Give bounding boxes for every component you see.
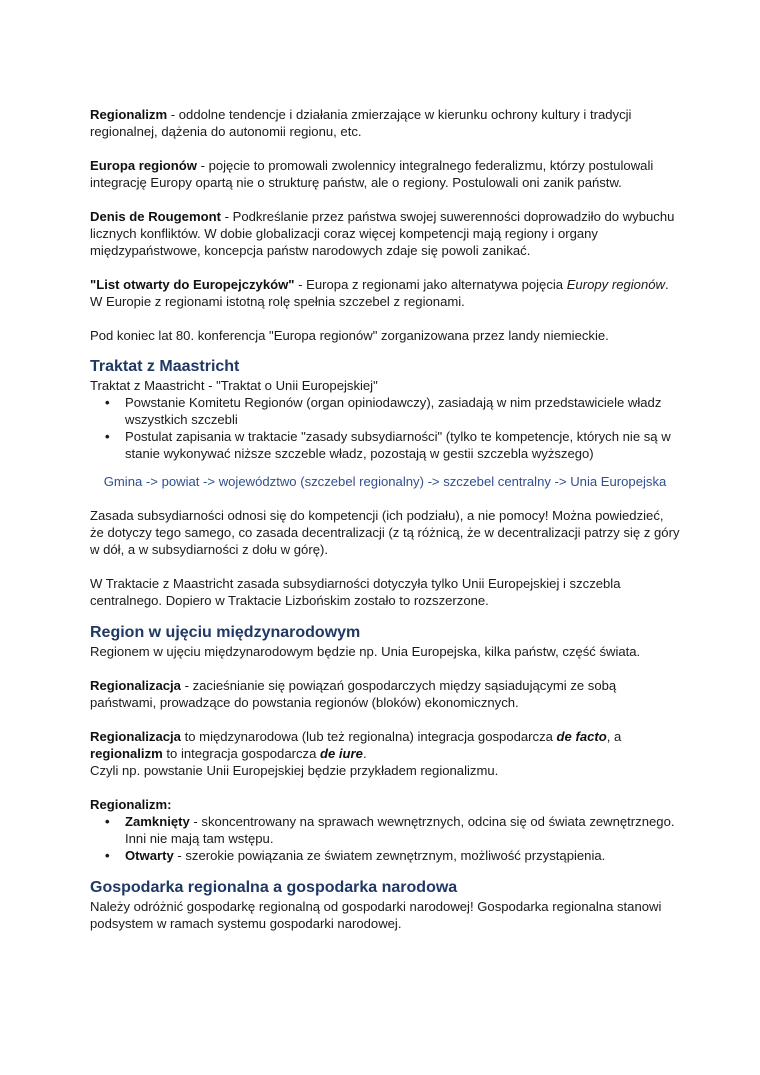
- term: Denis de Rougemont: [90, 209, 221, 224]
- list-item: • Postulat zapisania w traktacie "zasady subsydiarności" (tylko te kompetencje, których nie są w stanie wykonywać niższe szczeble władz, pozostają w gestii szczebla wyższego): [90, 428, 680, 462]
- paragraph-comparison-note: Czyli np. powstanie Unii Europejskiej będzie przykładem regionalizmu.: [90, 763, 499, 778]
- paragraph-maastricht-scope: W Traktacie z Maastricht zasada subsydiarności dotyczyła tylko Unii Europejskiej i szczebla centralnego. Dopiero w Traktacie Lizbońskim zostało to rozszerzone.: [90, 576, 621, 608]
- heading-international: Region w ujęciu międzynarodowym: [90, 624, 361, 641]
- term: "List otwarty do Europejczyków": [90, 277, 295, 292]
- regionalizm-types-list: [90, 813, 680, 864]
- paragraph-comparison: Regionalizacja to międzynarodowa (lub też regionalna) integracja gospodarcza de facto, a regionalizm to integracja gospodarcza de iure.: [90, 729, 622, 761]
- paragraph-subsidiarity: Zasada subsydiarności odnosi się do kompetencji (ich podziału), a nie pomocy! Można powiedzieć, że dotyczy tego samego, co zasada decentralizacji (z tą różnicą, że w decentralizacji patrzy się z góry w dół, a w subsydiarności z dołu w górę).: [90, 508, 680, 557]
- term: Regionalizacja: [90, 678, 181, 693]
- hierarchy-flow: Gmina -> powiat -> województwo (szczebel regionalny) -> szczebel centralny -> Unia Europejska: [103, 474, 667, 489]
- paragraph-conference: Pod koniec lat 80. konferencja "Europa regionów" zorganizowana przez landy niemieckie.: [90, 328, 609, 343]
- list-item: • Zamknięty - skoncentrowany na sprawach wewnętrznych, odcina się od świata zewnętrznego. Inni nie mają tam wstępu.: [90, 813, 680, 847]
- document-body: [90, 106, 680, 932]
- term: Europa regionów: [90, 158, 197, 173]
- definition-list-otwarty: "List otwarty do Europejczyków" - Europa z regionami jako alternatywa pojęcia Europy regionów. W Europie z regionami istotną rolę spełnia szczebel z regionami.: [90, 277, 669, 309]
- economy-text: Należy odróżnić gospodarkę regionalną od gospodarki narodowej! Gospodarka regionalna stanowi podsystem w ramach systemu gospodarki narodowej.: [90, 899, 662, 931]
- heading-economy: Gospodarka regionalna a gospodarka narodowa: [90, 879, 458, 896]
- maastricht-intro: Traktat z Maastricht - "Traktat o Unii Europejskiej": [90, 378, 378, 393]
- maastricht-list: [90, 394, 680, 462]
- list-item: • Otwarty - szerokie powiązania ze światem zewnętrznym, możliwość przystąpienia.: [90, 847, 680, 864]
- heading-maastricht: Traktat z Maastricht: [90, 358, 240, 375]
- definition-regionalizacja: Regionalizacja - zacieśnianie się powiązań gospodarczych między sąsiadującymi ze sobą państwami, prowadzące do powstania regionów (bloków) ekonomicznych.: [90, 678, 617, 710]
- definition-regionalizm: Regionalizm - oddolne tendencje i działania zmierzające w kierunku ochrony kultury i tradycji regionalnej, dążenia do autonomii regionu, etc.: [90, 107, 632, 139]
- list-title: Regionalizm:: [90, 797, 172, 812]
- definition-rougemont: Denis de Rougemont - Podkreślanie przez państwa swojej suwerenności doprowadziło do wybuchu licznych konfliktów. W dobie globalizacji coraz więcej kompetencji mają regiony i organy międzypaństwowe, koncepcja państw narodowych zdaje się powoli zanikać.: [90, 209, 675, 258]
- definition-europa-regionow: Europa regionów - pojęcie to promowali zwolennicy integralnego federalizmu, którzy postulowali integrację Europy opartą nie o strukturę państw, ale o regiony. Postulowali oni zanik państw.: [90, 158, 654, 190]
- list-item: • Powstanie Komitetu Regionów (organ opiniodawczy), zasiadają w nim przedstawiciele władz wszystkich szczebli: [90, 394, 680, 428]
- term: Regionalizm: [90, 107, 168, 122]
- international-intro: Regionem w ujęciu międzynarodowym będzie np. Unia Europejska, kilka państw, część świata.: [90, 644, 641, 659]
